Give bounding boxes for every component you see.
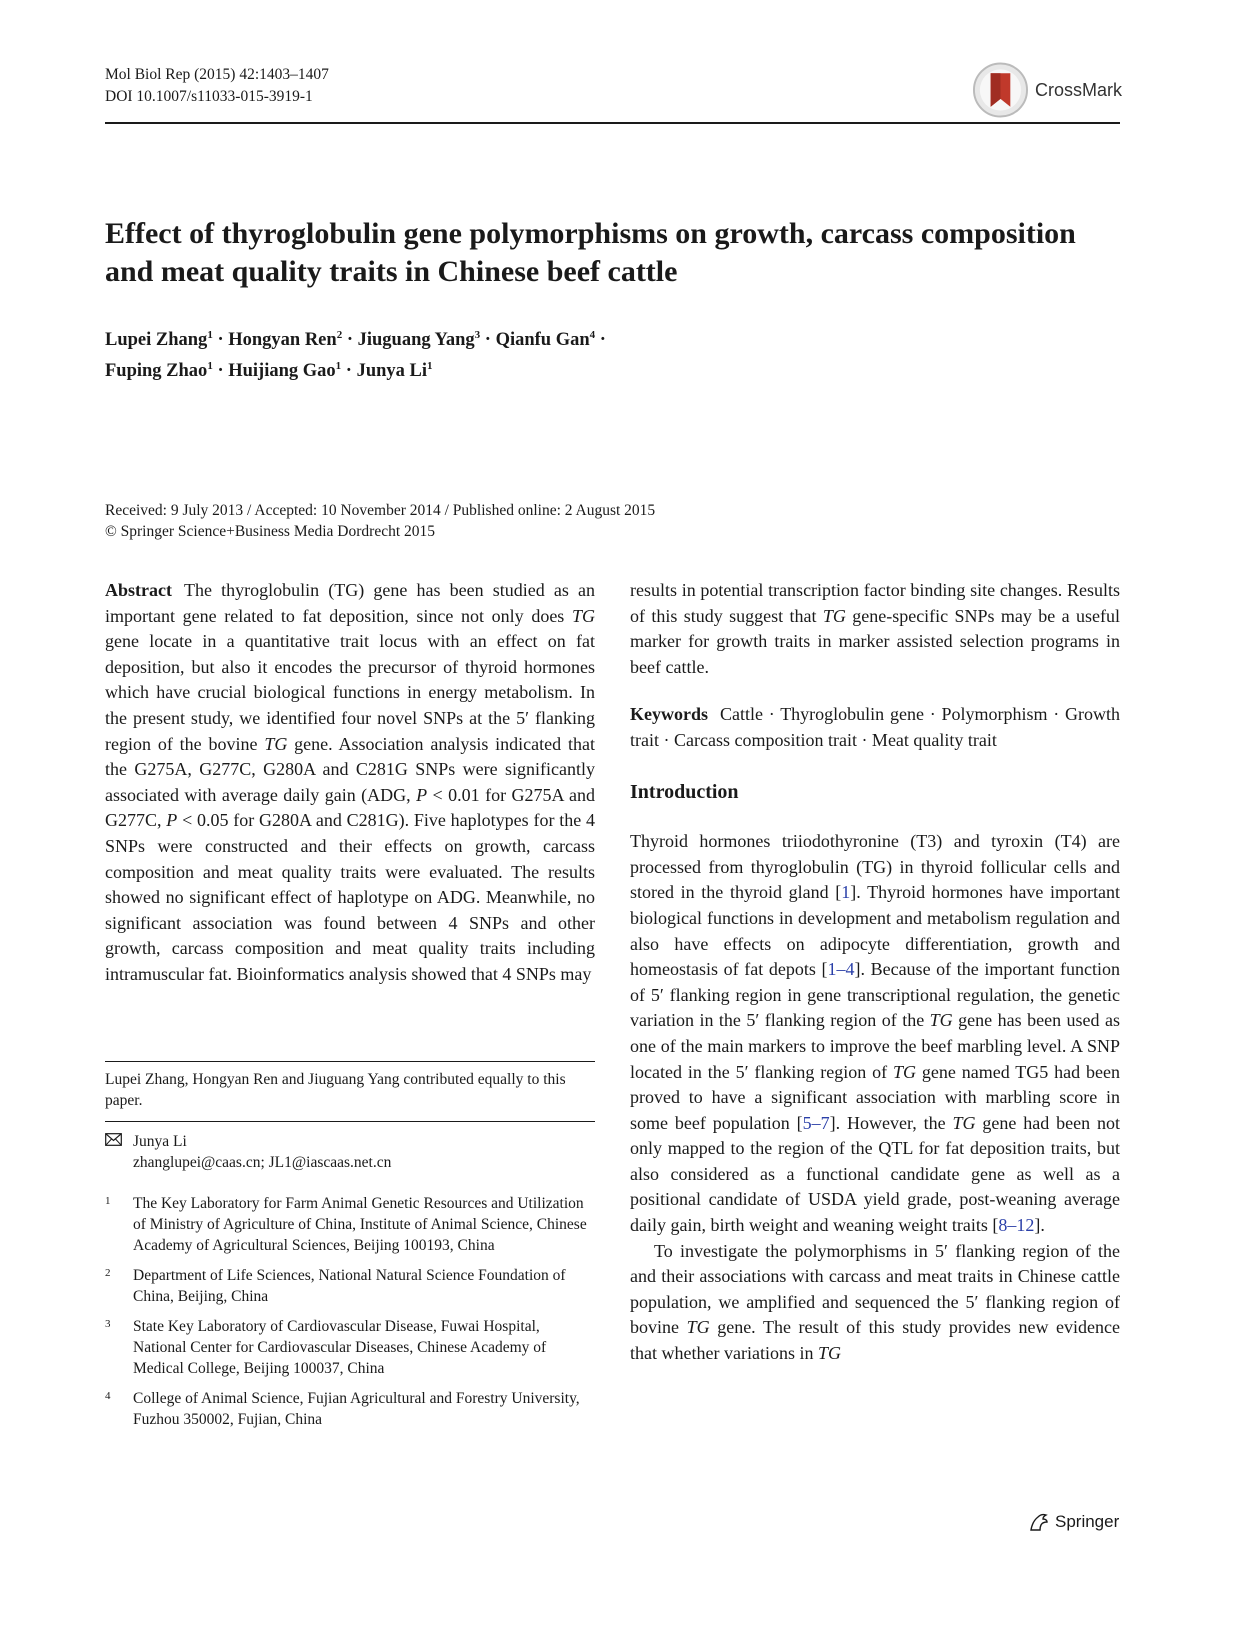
contact-name: Junya Li xyxy=(133,1133,187,1150)
author[interactable]: Lupei Zhang$^1$ xyxy=(105,329,213,351)
author[interactable]: Huijiang Gao$^1$ xyxy=(228,360,342,382)
journal-header xyxy=(105,64,329,108)
intro-paragraph-1: Thyroid hormones triiodothyronine (T3) and tyroxin (T4) are processed from thyroglobulin (TG) in thyroid follicular cells and stored in the thyroid gland [1]. Thyroid hormones have important biological functions in development and metabolism regulation and also have effects on adipocyte differentiation, growth and homeostasis of fat depots [1–4]. Because of the important function of 5′ flanking region in gene transcriptional regulation, the genetic variation in the 5′ flanking region of the TG gene has been used as one of the main markers to improve the beef marbling level. A SNP located in the 5′ flanking region of TG gene named TG5 had been proved to have a significant association with marbling score in some beef population [5–7]. However, the TG gene had been not only mapped to the region of the QTL for fat deposition traits, but also considered as a functional candidate gene as well as a positional candidate of USDA yield grade, post-weaning average daily gain, birth weight and weaning weight traits [8–12]. xyxy=(630,831,1121,1236)
keywords xyxy=(630,702,1120,753)
header-rule xyxy=(105,122,1120,124)
right-column xyxy=(630,578,1120,1367)
author-list: Lupei Zhang$^1$ · Hongyan Ren$^2$ · Jiuguang Yang$^3$ · Qianfu Gan$^4$ · Fuping Zhao$^1$ · Huijiang Gao$^1$ · Junya Li$^1$ xyxy=(105,329,606,382)
crossmark-icon xyxy=(972,61,1029,119)
citation-link[interactable]: 1 xyxy=(841,882,851,903)
author[interactable]: Hongyan Ren$^2$ xyxy=(228,329,343,351)
abstract-label: Abstract xyxy=(105,580,172,600)
author[interactable]: Junya Li$^1$ xyxy=(356,360,433,382)
affiliation-item: 4 College of Animal Science, Fujian Agricultural and Forestry University, Fuzhou 350002, Fujian, China xyxy=(105,1390,580,1428)
doi[interactable]: DOI 10.1007/s11033-015-3919-1 xyxy=(105,88,313,105)
crossmark-label: CrossMark xyxy=(1034,79,1122,100)
intro-paragraph-2: To investigate the polymorphisms in 5′ flanking region of the and their associations with carcass and meat traits in Chinese cattle population, we amplified and sequenced the 5′ flanking region of bovine TG gene. The result of this study provides new evidence that whether variations in TG xyxy=(630,1240,1120,1364)
affiliation-item: 1 The Key Laboratory for Farm Animal Genetic Resources and Utilization of Ministry of Agriculture of China, Institute of Animal Science, Chinese Academy of Agricultural Sciences, Beijing 100193, China xyxy=(105,1195,587,1254)
contact-emails[interactable]: zhanglupei@caas.cn; JL1@iascaas.net.cn xyxy=(133,1154,392,1171)
author[interactable]: Jiuguang Yang$^3$ xyxy=(357,329,481,351)
citation-link[interactable]: 8–12 xyxy=(998,1215,1035,1236)
publication-dates xyxy=(105,500,655,542)
received-accepted-line: Received: 9 July 2013 / Accepted: 10 November 2014 / Published online: 2 August 2015 xyxy=(105,502,656,519)
affiliations xyxy=(105,1193,595,1439)
corresponding-author xyxy=(105,1131,595,1173)
author[interactable]: Qianfu Gan$^4$ xyxy=(495,329,596,351)
author[interactable]: Fuping Zhao$^1$ xyxy=(105,360,213,382)
springer-logo xyxy=(1028,1512,1119,1532)
citation-link[interactable]: 1–4 xyxy=(827,959,855,980)
citation-link[interactable]: 5–7 xyxy=(802,1112,830,1133)
equal-contribution-note: Lupei Zhang, Hongyan Ren and Jiuguang Yang contributed equally to this paper. xyxy=(105,1071,566,1109)
abstract: Abstract The thyroglobulin (TG) gene has been studied as an important gene related to fat deposition, since not only does TG gene locate in a quantitative trait locus with an effect on fat deposition, but also it encodes the precursor of thyroid hormones which have crucial biological functions in energy metabolism. In the present study, we identified four novel SNPs at the 5′ flanking region of the bovine TG gene. Association analysis indicated that the G275A, G277C, G280A and C281G SNPs were significantly associated with average daily gain (ADG, P < 0.01 for G275A and G277C, P < 0.05 for G280A and C281G). Five haplotypes for the 4 SNPs were constructed and their effects on growth, carcass composition and meat quality traits were evaluated. The results showed no significant effect of haplotype on ADG. Meanwhile, no significant association was found between 4 SNPs and other growth, carcass composition and meat quality traits including intramuscular fat. Bioinformatics analysis showed that 4 SNPs may xyxy=(105,580,595,984)
affiliation-item: 2 Department of Life Sciences, National Natural Science Foundation of China, Beijing, China xyxy=(105,1267,566,1305)
footnote-rule xyxy=(105,1121,595,1122)
introduction-body xyxy=(630,829,1120,1366)
keywords-text: Cattle · Thyroglobulin gene · Polymorphism · Growth trait · Carcass composition trait · Meat quality trait xyxy=(630,704,1120,750)
keywords-label: Keywords xyxy=(630,704,708,725)
affiliation-item: 3 State Key Laboratory of Cardiovascular Disease, Fuwai Hospital, National Center for Cardiovascular Diseases, Chinese Academy of Medical College, Beijing 100037, China xyxy=(105,1318,547,1377)
journal-citation: Mol Biol Rep (2015) 42:1403–1407 xyxy=(105,66,329,83)
crossmark-badge[interactable] xyxy=(972,60,1122,120)
copyright-line: © Springer Science+Business Media Dordrecht 2015 xyxy=(105,523,436,540)
springer-horse-icon xyxy=(1028,1512,1050,1532)
section-heading-introduction: Introduction xyxy=(630,780,739,803)
envelope-icon xyxy=(105,1131,133,1173)
abstract-continued: results in potential transcription factor binding site changes. Results of this study suggest that TG gene-specific SNPs may be a useful marker for growth traits in marker assisted selection programs in beef cattle. xyxy=(630,580,1120,677)
publisher-name: Springer xyxy=(1055,1512,1120,1531)
article-title: Effect of thyroglobulin gene polymorphisms on growth, carcass composition and meat quality traits in Chinese beef cattle xyxy=(105,217,1076,288)
footnote-rule xyxy=(105,1061,595,1062)
